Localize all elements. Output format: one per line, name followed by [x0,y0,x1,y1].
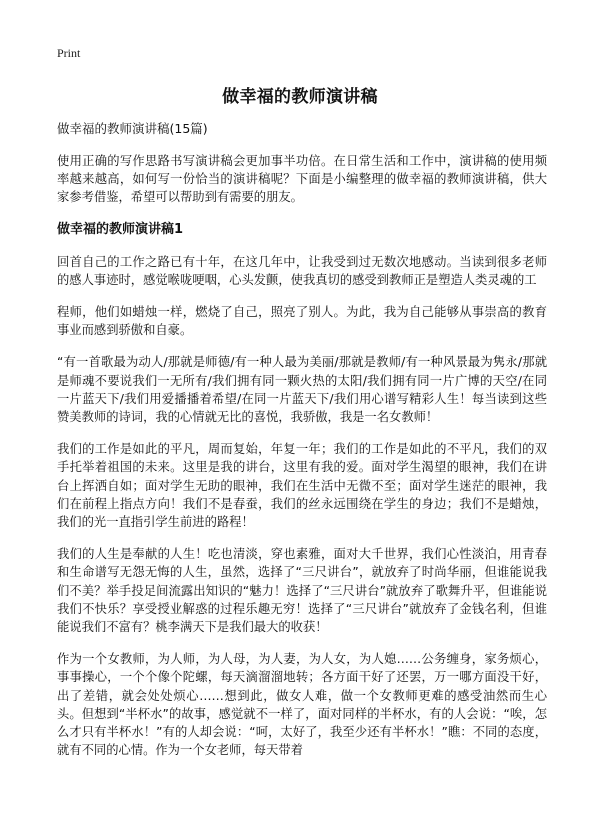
body-paragraph: 作为一个女教师，为人师，为人母，为人妻，为人女，为人媳……公务缠身，家务烦心，事事操心，一个个像个陀螺，每天滴溜溜地转；各方面干好了还罢，万一哪方面没干好，出了差错，就会处处烦心……想到此，做女人难，做一个女教师更难的感受油然而生心头。但想到“半杯水”的故事，感觉就不一样了，面对同样的半杯水，有的人会说：“唉，怎么才只有半杯水！”有的人却会说：“呵，太好了，我至少还有半杯水！”瞧：不同的态度，就有不同的心情。作为一个女老师，每天带着 [57,652,547,758]
body-paragraph: “有一首歌最为动人/那就是师德/有一种人最为美丽/那就是教师/有一种风景最为隽永/那就是师魂不要说我们一无所有/我们拥有同一颗火热的太阳/我们拥有同一片广博的天空/在同一片蓝天下/我们用爱播播着希望/在同一片蓝天下/我们用心谱写精彩人生！每当读到这些赞美教师的诗词，我的心情就无比的喜悦，我骄傲，我是一名女教师！ [57,355,547,425]
body-paragraph: 程师，他们如蜡烛一样，燃烧了自己，照亮了别人。为此，我为自己能够从事崇高的教育事业而感到骄傲和自豪。 [57,305,547,338]
intro-paragraph: 使用正确的写作思路书写演讲稿会更加事半功倍。在日常生活和工作中，演讲稿的使用频率越来越高，如何写一份恰当的演讲稿呢？下面是小编整理的做幸福的教师演讲稿，供大家参考借鉴，希望可以帮助到有需要的朋友。 [57,154,547,205]
document-body [57,120,547,773]
body-paragraph: 回首自己的工作之路已有十年，在这几年中，让我受到过无数次地感动。当读到很多老师的感人事迹时，感觉喉咙哽咽，心头发颤，使我真切的感受到教师正是塑造人类灵魂的工 [57,254,547,287]
body-paragraph: 我们的工作是如此的平凡，周而复始，年复一年；我们的工作是如此的不平凡，我们的双手托举着祖国的未来。这里是我的讲台，这里有我的爱。面对学生渴望的眼神，我们在讲台上挥洒自如；面对学生无助的眼神，我们在生活中无微不至；面对学生迷茫的眼神，我们在前程上指点方向！我们不是春蚕，我们的丝永远围绕在学生的身边；我们不是蜡烛，我们的光一直指引学生前进的路程！ [57,442,547,530]
body-paragraph: 我们的人生是奉献的人生！吃也清淡，穿也素雅，面对大千世界，我们心性淡泊，用青春和生命谱写无怨无悔的人生，虽然，选择了“三尺讲台”，就放弃了时尚华丽，但谁能说我们不美？举手投足间流露出知识的“魅力！选择了“三尺讲台”就放弃了歌舞升平，但谁能说我们不快乐？享受授业解惑的过程乐趣无穷！选择了“三尺讲台”就放弃了金钱名利，但谁能说我们不富有？桃李满天下是我们最大的收获！ [57,547,547,635]
section-heading: 做幸福的教师演讲稿1 [57,221,184,237]
document-title: 做幸福的教师演讲稿 [222,87,378,107]
print-link[interactable]: Print [57,46,81,60]
document-subtitle: 做幸福的教师演讲稿(15篇) [57,121,208,136]
